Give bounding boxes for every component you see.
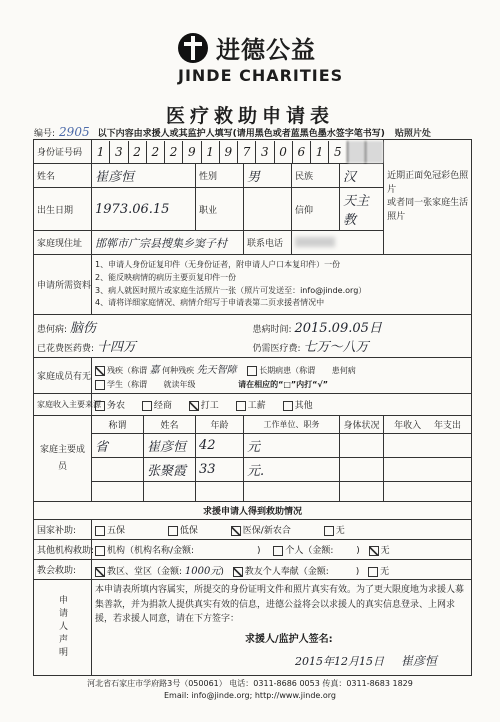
members-header: 工作单位、职务 [244,416,340,434]
members-label: 家庭主要成员 [34,416,92,502]
number-label: 编号: [34,128,56,139]
id-field [92,140,384,164]
ethnic-label: 民族 [292,164,340,188]
member-name: 张聚霞 [147,464,187,479]
disabled-v1: 嘉 [149,365,160,376]
disease-value: 脑伤 [69,321,96,336]
income-label: 家庭收入主要来源 [34,394,92,416]
income-options [92,394,472,416]
jinde-cross-icon [176,31,210,65]
other-checkbox[interactable] [369,546,379,556]
members-header: 年龄 [196,416,244,434]
income-opt: 工薪 [247,401,266,411]
national-checkbox[interactable] [95,526,105,536]
spent-label: 已花费医药费: [37,344,95,354]
church-opt: 教友个人奉献（金额: [244,567,329,577]
member-rel: 省 [95,440,109,455]
other-label: 其他机构救助: [34,540,92,560]
declaration [92,580,472,676]
footer-contact: Email: info@jinde.org; http://www.jinde.org [164,691,336,700]
other-opt: ) [256,546,261,556]
id-digit [365,141,383,163]
chronic-opt-b: 患何病 [331,366,356,375]
address-label: 家庭现住址 [34,231,92,255]
other-checkbox[interactable] [95,546,105,556]
other-opt: 个人（金额: [285,546,334,556]
spent-value: 十四万 [96,340,136,355]
need-value: 七万～八万 [303,340,369,355]
onset-value: 2015.09.05日 [294,321,382,336]
id-digit: 2 [146,141,164,163]
materials-label: 申请所需资料 [34,255,92,315]
member-age: 33 [199,462,216,477]
church-opt: ) [220,567,224,577]
id-digit: 9 [182,141,200,163]
spend-col: 年支出 [434,421,462,431]
other-opt: ) [356,546,360,556]
church-checkbox[interactable] [95,567,105,577]
church-label: 教会救助: [34,560,92,580]
gender-value: 男 [247,170,261,185]
signature: 崔彦恒 [400,654,437,669]
address-value: 邯郸市广宗县搜集乡窦子村 [95,236,227,250]
chronic-opt: 长期病患（称谓 [259,366,316,375]
church-opt: ) [355,567,360,577]
id-digit: 2 [164,141,182,163]
national-options [92,520,472,540]
disabled-label: 家庭成员有无 [34,358,92,394]
church-amount: 1000元 [184,566,221,577]
footer-address: 河北省石家庄市学府路3号（050061） 电话：0311-8686 0053 传真：0311-8683 1829 [87,679,413,688]
footer [0,678,500,702]
church-checkbox[interactable] [368,567,378,577]
material-item: 2、能反映病情的病历主要页复印件一份 [95,272,237,282]
income-col: 年收入 [394,421,422,431]
church-opt: 无 [380,567,390,577]
disease-label: 患何病: [37,325,68,335]
church-checkbox[interactable] [233,567,243,577]
name-value: 崔彦恒 [95,170,135,185]
church-opt: 教区、堂区（金额: [107,567,183,577]
student-opt: 学生（称谓 [107,380,147,389]
logo [176,30,316,65]
id-digit: 0 [274,141,292,163]
declare-text: 本申请表所填内容属实，所提交的身份证明文件和照片真实有效。为了更大限度地为求援人募集善款，并为捐款人提供真实有效的信息，进德公益将会以求援人的真实信息登录、上网求援，若求援人同意，请在下方签字： [95,585,465,625]
national-opt: 低保 [179,526,198,536]
id-digit: 5 [328,141,346,163]
student-checkbox[interactable] [95,380,105,390]
id-digit [347,141,365,163]
other-checkbox[interactable] [273,546,283,556]
id-digit: 9 [219,141,237,163]
id-digit: 6 [292,141,310,163]
disabled-options [92,358,472,394]
photo-label: 贴照片处 [394,128,431,139]
logo-en: JINDE CHARITIES [178,66,344,85]
aid-header: 求援申请人得到救助情况 [34,502,472,520]
national-opt: 医保/新农合 [242,526,291,536]
member-age: 42 [199,438,216,453]
other-opt: 机构（机构名称/金额: [107,546,195,556]
job-label: 职业 [196,188,244,231]
church-options [92,560,472,580]
disabled-opt: 残疾（称谓 [107,366,147,375]
national-opt: 五保 [107,526,126,536]
gender-label: 性别 [196,164,244,188]
income-checkbox[interactable] [236,401,246,411]
table-row [34,434,472,458]
disabled-opt-b: 何种残疾 [162,366,195,375]
disabled-v1b: 先天智障 [196,365,237,376]
id-digit: 1 [201,141,219,163]
faith-label: 信仰 [292,188,340,231]
table-row [34,482,472,502]
member-income-unit: 元 [247,440,261,455]
id-digit: 7 [237,141,255,163]
national-opt: 无 [335,526,345,536]
income-checkbox[interactable] [189,401,199,411]
material-item: 3、病人就医时照片或家庭生活照片一张（照片可发送至：info@jinde.org） [95,285,367,295]
national-checkbox[interactable] [168,526,178,536]
national-checkbox[interactable] [324,526,334,536]
faith-value: 天主教 [343,194,370,228]
material-item: 4、请将详细家庭情况、病情介绍写于申请表第二页求援者情况中 [95,298,325,308]
other-opt: 无 [380,546,390,556]
national-checkbox[interactable] [231,526,241,536]
photo-note-1: 近期正面免冠彩色照片 [387,171,469,195]
form-title: 医疗救助申请表 [165,105,334,127]
sign-date: 2015年12月15日 [295,655,384,669]
members-header [384,416,472,434]
need-label: 仍需医疗费: [252,344,301,354]
student-opt-b: 就读年级 [163,380,196,389]
application-form [33,139,472,676]
phone-label: 联系电话 [244,231,292,255]
onset-label: 患病时间: [252,325,292,335]
income-opt: 经商 [153,401,172,411]
id-digit: 2 [128,141,146,163]
income-opt: 其他 [294,401,313,411]
declare-label: 申请人声明 [34,580,92,676]
instructions: 以下内容由求援人或其监护人填写(请用黑色或者蓝黑色墨水签字笔书写) [97,128,385,139]
material-item: 1、申请人身份证复印件（无身份证者，附申请人户口本复印件）一份 [95,259,341,269]
income-checkbox[interactable] [95,401,105,411]
photo-note-2: 或者同一张家庭生活照片 [387,198,469,222]
other-options [92,540,472,560]
disabled-checkbox[interactable] [95,366,105,376]
number-value: 2905 [59,125,90,139]
members-header: 身体状况 [340,416,384,434]
member-name: 崔彦恒 [147,440,187,455]
id-digit: 3 [109,141,127,163]
chronic-checkbox[interactable] [247,366,257,376]
members-header: 称谓 [92,416,144,434]
name-label: 姓名 [34,164,92,188]
income-opt: 打工 [200,401,219,411]
members-header: 姓名 [144,416,196,434]
phone-redacted [295,237,335,247]
id-label: 身份证号码 [34,140,92,164]
sign-label: 求援人/监护人签名: [245,634,333,646]
income-checkbox[interactable] [142,401,152,411]
table-row [34,458,472,482]
national-label: 国家补助: [34,520,92,540]
id-digit: 1 [310,141,328,163]
disease-row [34,315,472,358]
dob-label: 出生日期 [34,188,92,231]
check-note: 请在相应的“□”内打“√” [238,380,329,389]
ethnic-value: 汉 [343,170,357,185]
photo-box [384,140,472,255]
id-digit: 3 [255,141,273,163]
income-checkbox[interactable] [283,401,293,411]
logo-cn: 进德公益 [216,36,316,64]
form-number-line [34,125,464,139]
dob-value: 1973.06.15 [95,201,170,217]
id-digit: 1 [96,144,105,159]
income-opt: 务农 [107,401,126,411]
member-income-unit: 元. [247,464,265,479]
materials-list [92,255,472,315]
